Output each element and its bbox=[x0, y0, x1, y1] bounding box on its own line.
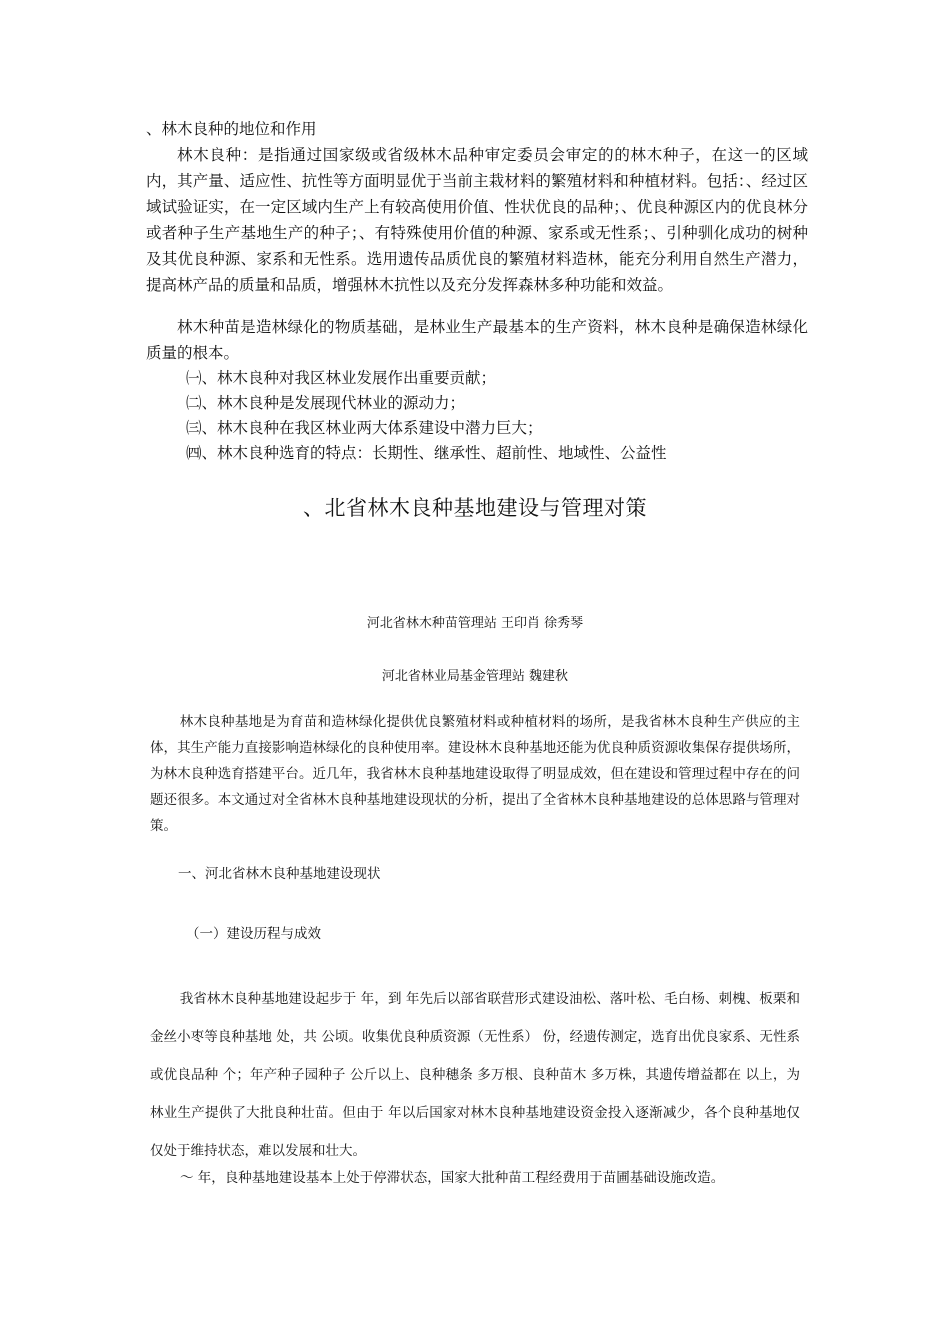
author-line: 河北省林木种苗管理站 王印肖 徐秀琴 bbox=[366, 616, 584, 631]
list-item: ㈠、林木良种对我区林业发展作出重要贡献； bbox=[186, 369, 497, 387]
section-heading: 一、河北省林木良种基地建设现状 bbox=[178, 866, 381, 882]
list-item: ㈢、林木良种在我区林业两大体系建设中潜力巨大； bbox=[186, 419, 543, 437]
list-item: ㈡、林木良种是发展现代林业的源动力； bbox=[186, 394, 466, 412]
body-line: ～ 年，良种基地建设基本上处于停滞状态，国家大批种苗工程经费用于苗圃基础设施改造。 bbox=[180, 1170, 725, 1186]
paragraph-definition: 林木良种：是指通过国家级或省级林木品种审定委员会审定的的林木种子，在这一的区域内，其产量、适应性、抗性等方面明显优于当前主栽材料的繁殖材料和种植材料。包括：、经过区域试验证实，在一定区域内生产上有较高使用价值、性状优良的品种；、优良种源区内的优良林分或者种子生产基地生产的种子；、有特殊使用价值的种源、家系或无性系；、引种驯化成功的树种及其优良种源、家系和无性系。选用遗传品质优良的繁殖材料造林，能充分利用自然生产潜力，提高林产品的质量和品质，增强林木抗性以及充分发挥森林多种功能和效益。 bbox=[146, 146, 808, 294]
paragraph-foundation: 林木种苗是造林绿化的物质基础，是林业生产最基本的生产资料，林木良种是确保造林绿化质量的根本。 bbox=[146, 318, 808, 362]
list-item: ㈣、林木良种选育的特点：长期性、继承性、超前性、地域性、公益性 bbox=[186, 444, 667, 462]
abstract-paragraph: 林木良种基地是为育苗和造林绿化提供优良繁殖材料或种植材料的场所，是我省林木良种生产供应的主体，其生产能力直接影响造林绿化的良种使用率。建设林木良种基地还能为优良种质资源收集保存提供场所，为林木良种选育搭建平台。近几年，我省林木良种基地建设取得了明显成效，但在建设和管理过程中存在的问题还很多。本文通过对全省林木良种基地建设现状的分析，提出了全省林木良种基地建设的总体思路与管理对策。 bbox=[150, 714, 800, 834]
body-paragraph: 我省林木良种基地建设起步于 年，到 年先后以部省联营形式建设油松、落叶松、毛白杨、刺槐、板栗和金丝小枣等良种基地 处，共 公顷。收集优良种质资源（无性系） 份，经遗传测定，选育出优良家系、无性系或优良品种 个；年产种子园种子 公斤以上、良种穗条 多万根、良种苗木 多万株，其遗传增益都在 以上，为林业生产提供了大批良种壮苗。但由于 年以后国家对林木良种基地建设资金投入逐渐减少，各个良种基地仅仅处于维持状态，难以发展和壮大。 bbox=[150, 991, 800, 1159]
section-heading: 、林木良种的地位和作用 bbox=[146, 120, 317, 138]
role-list bbox=[186, 366, 667, 466]
subsection-heading: （一）建设历程与成效 bbox=[186, 926, 321, 942]
article-title: 、北省林木良种基地建设与管理对策 bbox=[303, 496, 647, 520]
author-line: 河北省林业局基金管理站 魏建秋 bbox=[381, 669, 569, 684]
